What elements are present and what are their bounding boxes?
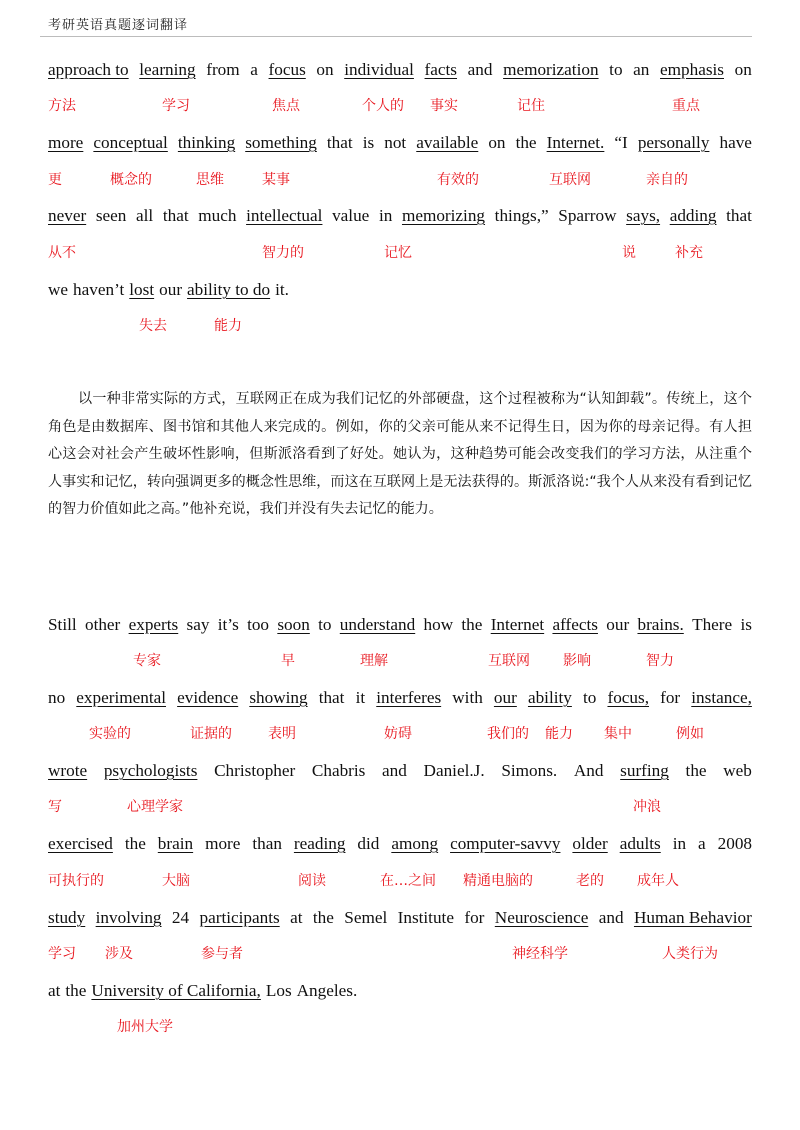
english-line — [48, 202, 752, 230]
word: And — [573, 761, 604, 780]
word: how — [423, 615, 454, 634]
word: say — [186, 615, 210, 634]
word: at — [48, 981, 61, 1000]
word: no — [48, 688, 66, 707]
word: more — [205, 834, 241, 853]
page-header: 考研英语真题逐词翻译 — [48, 17, 189, 32]
word: personally — [637, 133, 710, 152]
gloss: 从不 — [48, 245, 76, 261]
word: instance, — [691, 688, 752, 707]
word: learning — [139, 60, 196, 79]
word: wrote — [48, 761, 88, 780]
word: Institute — [397, 908, 454, 927]
word: Angeles. — [296, 981, 358, 1000]
word: Los — [265, 981, 292, 1000]
gloss: 人类行为 — [662, 946, 718, 962]
word: There — [692, 615, 733, 634]
word: never — [48, 206, 87, 225]
word: seen — [95, 206, 127, 225]
gloss: 事实 — [430, 98, 458, 114]
word: Human Behavior — [633, 908, 752, 927]
gloss: 集中 — [604, 726, 632, 742]
gloss: 个人的 — [362, 98, 404, 114]
gloss: 在…之间 — [380, 873, 436, 889]
word: the — [65, 981, 87, 1000]
english-line — [48, 611, 752, 639]
word: says, — [626, 206, 661, 225]
word: focus, — [607, 688, 649, 707]
word: from — [206, 60, 240, 79]
word: our — [493, 688, 517, 707]
gloss: 学习 — [48, 946, 76, 962]
gloss: 更 — [48, 172, 62, 188]
gloss: 重点 — [672, 98, 700, 114]
word: a — [698, 834, 706, 853]
word: Internet. — [546, 133, 605, 152]
gloss: 冲浪 — [633, 799, 661, 815]
word: older — [572, 834, 608, 853]
gloss: 记住 — [517, 98, 545, 114]
gloss: 写 — [48, 799, 62, 815]
gloss: 能力 — [545, 726, 573, 742]
word: psychologists — [103, 761, 198, 780]
word: to — [318, 615, 332, 634]
gloss: 大脑 — [162, 873, 190, 889]
word: experimental — [76, 688, 167, 707]
word: it’s — [217, 615, 239, 634]
gloss: 我们的 — [487, 726, 529, 742]
english-line — [48, 684, 752, 712]
english-line — [48, 757, 752, 785]
word: focus — [268, 60, 306, 79]
word: is — [362, 133, 375, 152]
word: study — [48, 908, 86, 927]
word: the — [461, 615, 483, 634]
word: web — [723, 761, 752, 780]
word: on — [488, 133, 506, 152]
word: soon — [277, 615, 310, 634]
word: that — [162, 206, 189, 225]
gloss: 能力 — [214, 318, 242, 334]
word: all — [136, 206, 154, 225]
word: intellectual — [246, 206, 323, 225]
word: we — [48, 280, 69, 299]
word: that — [726, 206, 752, 225]
word: 2008 — [717, 834, 752, 853]
word: too — [247, 615, 270, 634]
word: approach to — [48, 60, 129, 79]
word: that — [318, 688, 345, 707]
english-line — [48, 276, 752, 304]
gloss: 涉及 — [105, 946, 133, 962]
word: experts — [128, 615, 179, 634]
word: participants — [199, 908, 280, 927]
gloss: 证据的 — [190, 726, 232, 742]
word: something — [245, 133, 317, 152]
gloss: 某事 — [262, 172, 290, 188]
word: brain — [157, 834, 194, 853]
word: an — [633, 60, 650, 79]
word: at — [290, 908, 303, 927]
gloss: 智力的 — [262, 245, 304, 261]
gloss: 说 — [622, 245, 636, 261]
word: on — [316, 60, 334, 79]
word: involving — [95, 908, 162, 927]
gloss: 专家 — [133, 653, 161, 669]
word: much — [198, 206, 237, 225]
gloss: 思维 — [196, 172, 224, 188]
word: computer-savvy — [450, 834, 561, 853]
word: evidence — [177, 688, 239, 707]
word: conceptual — [93, 133, 168, 152]
word: Christopher — [214, 761, 296, 780]
gloss: 理解 — [360, 653, 388, 669]
gloss: 学习 — [162, 98, 190, 114]
word: Daniel.J. — [423, 761, 485, 780]
word: have — [719, 133, 752, 152]
chinese-translation: 以一种非常实际的方式，互联网正在成为我们记忆的外部硬盘，这个过程被称为“认知卸载”。传统上，这个角色是由数据库、图书馆和其他人来完成的。例如，你的父亲可能从来不记得生日，因为你的母亲记得。有人担心这会对社会产生破坏性影响，但斯派洛看到了好处。她认为，这种趋势可能会改变我们的学习方法，从注重个人事实和记忆，转向强调更多的概念性思维，而这在互联网上是无法获得的。斯派洛说:“我个人从来没有看到记忆的智力价值如此之高。”他补充说，我们并没有失去记忆的能力。 — [48, 391, 752, 518]
word: and — [382, 761, 407, 780]
english-line — [48, 129, 752, 157]
word: and — [598, 908, 624, 927]
gloss: 参与者 — [201, 946, 243, 962]
word: adults — [619, 834, 661, 853]
gloss: 加州大学 — [117, 1019, 173, 1035]
english-line — [48, 904, 752, 932]
word: 24 — [171, 908, 190, 927]
word: more — [48, 133, 84, 152]
word: the — [312, 908, 334, 927]
word: than — [252, 834, 282, 853]
gloss: 早 — [281, 653, 295, 669]
gloss: 妨碍 — [384, 726, 412, 742]
word: Semel — [344, 908, 388, 927]
word: in — [378, 206, 393, 225]
word: other — [84, 615, 121, 634]
word: memorizing — [401, 206, 486, 225]
word: a — [250, 60, 258, 79]
word: it. — [275, 280, 289, 299]
word: facts — [424, 60, 457, 79]
gloss: 实验的 — [89, 726, 131, 742]
word: on — [734, 60, 752, 79]
gloss: 老的 — [576, 873, 604, 889]
word: the — [124, 834, 146, 853]
word: brains. — [637, 615, 684, 634]
english-line — [48, 56, 752, 84]
word: to — [582, 688, 597, 707]
gloss: 概念的 — [110, 172, 152, 188]
word: is — [740, 615, 752, 634]
word: surfing — [620, 761, 669, 780]
word: among — [391, 834, 439, 853]
word: Neuroscience — [494, 908, 589, 927]
word: in — [672, 834, 687, 853]
word: ability — [527, 688, 572, 707]
word: emphasis — [660, 60, 724, 79]
word: our — [159, 280, 183, 299]
word: Simons. — [501, 761, 558, 780]
gloss: 互联网 — [549, 172, 591, 188]
word: available — [416, 133, 479, 152]
word: adding — [669, 206, 717, 225]
gloss: 失去 — [139, 318, 167, 334]
word: Internet — [490, 615, 545, 634]
gloss: 亲自的 — [646, 172, 688, 188]
gloss: 精通电脑的 — [463, 873, 533, 889]
word: the — [515, 133, 537, 152]
word: haven’t — [73, 280, 125, 299]
word: for — [660, 688, 681, 707]
word: to — [609, 60, 623, 79]
word: and — [467, 60, 493, 79]
word: ability to do — [187, 280, 271, 299]
gloss: 智力 — [646, 653, 674, 669]
english-line — [48, 830, 752, 858]
word: affects — [552, 615, 598, 634]
gloss: 阅读 — [298, 873, 326, 889]
word: showing — [249, 688, 308, 707]
word: Still — [48, 615, 77, 634]
word: interferes — [376, 688, 442, 707]
gloss: 记忆 — [384, 245, 412, 261]
gloss: 方法 — [48, 98, 76, 114]
gloss: 神经科学 — [512, 946, 568, 962]
gloss: 有效的 — [437, 172, 479, 188]
gloss: 影响 — [563, 653, 591, 669]
word: individual — [344, 60, 414, 79]
word: for — [464, 908, 485, 927]
gloss: 表明 — [268, 726, 296, 742]
word: it — [355, 688, 366, 707]
gloss: 补充 — [675, 245, 703, 261]
word: reading — [293, 834, 346, 853]
gloss: 成年人 — [637, 873, 679, 889]
gloss: 焦点 — [272, 98, 300, 114]
word: our — [606, 615, 630, 634]
word: “I — [614, 133, 628, 152]
word: did — [357, 834, 380, 853]
word: that — [326, 133, 353, 152]
word: lost — [129, 280, 155, 299]
gloss: 例如 — [676, 726, 704, 742]
word: not — [384, 133, 407, 152]
word: value — [332, 206, 370, 225]
word: Chabris — [311, 761, 366, 780]
word: with — [452, 688, 483, 707]
gloss: 可执行的 — [48, 873, 104, 889]
word: things,” — [494, 206, 549, 225]
header-divider — [40, 36, 752, 37]
word: University of California, — [91, 981, 261, 1000]
word: thinking — [177, 133, 236, 152]
english-line — [48, 977, 752, 1005]
word: memorization — [503, 60, 599, 79]
word: exercised — [48, 834, 113, 853]
gloss: 互联网 — [488, 653, 530, 669]
word: Sparrow — [558, 206, 617, 225]
word: understand — [339, 615, 416, 634]
gloss: 心理学家 — [127, 799, 183, 815]
word: the — [685, 761, 707, 780]
